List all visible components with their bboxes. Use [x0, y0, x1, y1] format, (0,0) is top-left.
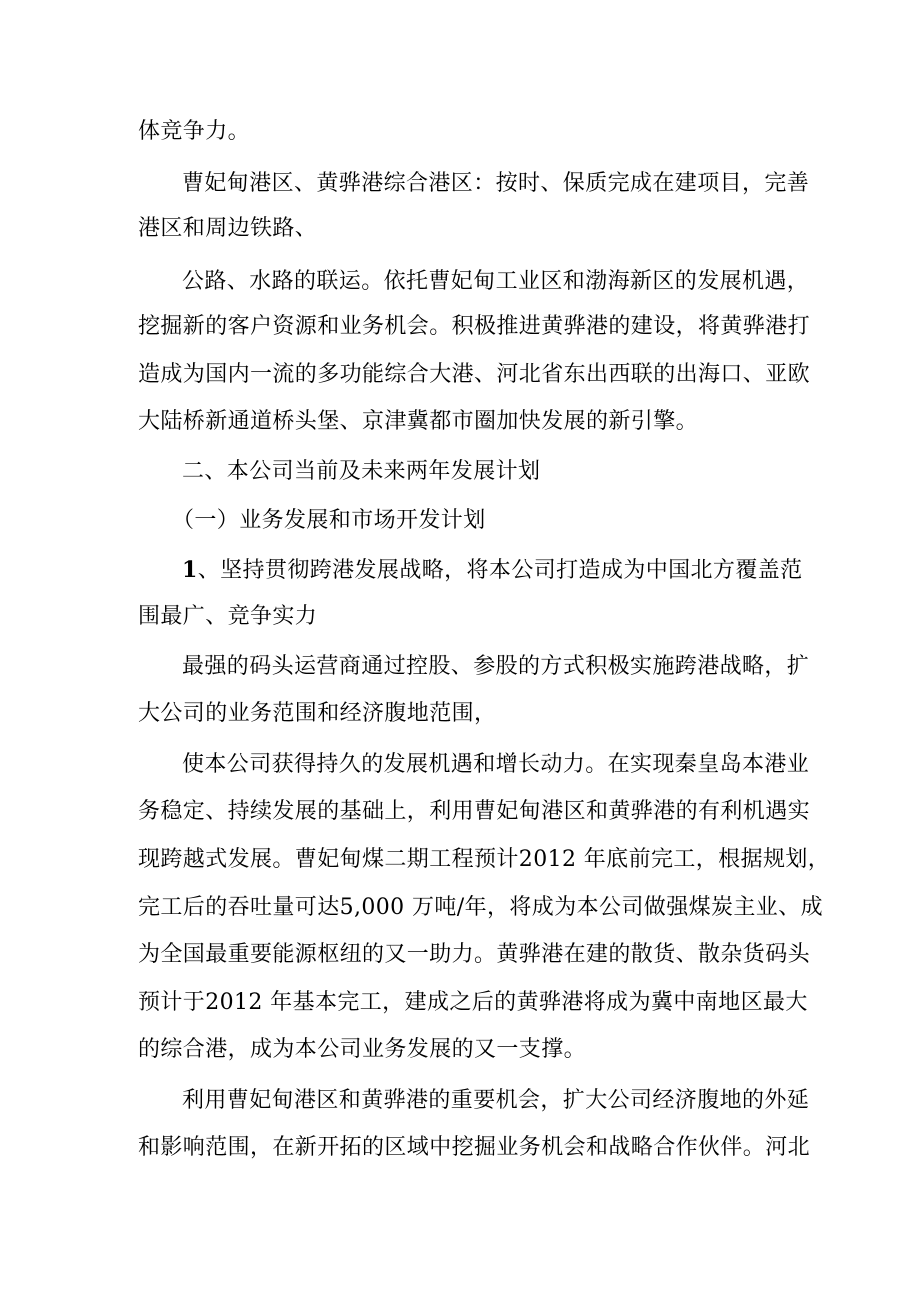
- text-line-23: 和影响范围，在新开拓的区域中挖掘业务机会和战略合作伙伴。河北: [138, 1135, 811, 1160]
- item-1-line-2: 围最广、竞争实力: [138, 604, 318, 629]
- text-line-4: 公路、水路的联运。依托曹妃甸工业区和渤海新区的发展机遇，: [182, 269, 810, 294]
- text-line-3: 港区和周边铁路、: [138, 216, 318, 241]
- text-line-6: 造成为国内一流的多功能综合大港、河北省东出西联的出海口、亚欧: [138, 362, 811, 387]
- text-line-5: 挖掘新的客户资源和业务机会。积极推进黄骅港的建设，将黄骅港打: [138, 314, 811, 339]
- item-1-text: 、坚持贯彻跨港发展战略，将本公司打造成为中国北方覆盖范: [197, 558, 803, 583]
- text-line-19: 为全国最重要能源枢纽的又一助力。黄骅港在建的散货、散杂货码头: [138, 942, 811, 967]
- text-line-13: 最强的码头运营商通过控股、参股的方式积极实施跨港战略，扩: [182, 654, 810, 679]
- text-line-20: 预计于2012 年基本完工，建成之后的黄骅港将成为冀中南地区最大: [138, 990, 808, 1015]
- text-line-14: 大公司的业务范围和经济腹地范围，: [138, 701, 497, 726]
- text-line-17: 现跨越式发展。曹妃甸煤二期工程预计2012 年底前完工，根据规划，: [138, 847, 831, 872]
- text-line-1: 体竞争力。: [138, 119, 251, 144]
- item-number: 1: [182, 557, 198, 583]
- text-line-2: 曹妃甸港区、黄骅港综合港区：按时、保质完成在建项目，完善: [182, 171, 810, 196]
- text-line-22: 利用曹妃甸港区和黄骅港的重要机会，扩大公司经济腹地的外延: [182, 1088, 810, 1113]
- text-line-7: 大陆桥新通道桥头堡、京津冀都市圈加快发展的新引擎。: [138, 409, 699, 434]
- subsection-heading: （一）业务发展和市场开发计划: [172, 508, 486, 533]
- item-1-line-1: [182, 555, 803, 586]
- section-heading: 二、本公司当前及未来两年发展计划: [182, 459, 541, 484]
- text-line-18: 完工后的吞吐量可达5,000 万吨/年，将成为本公司做强煤炭主业、成: [138, 895, 823, 920]
- text-line-21: 的综合港，成为本公司业务发展的又一支撑。: [138, 1037, 587, 1062]
- text-line-15: 使本公司获得持久的发展机遇和增长动力。在实现秦皇岛本港业: [182, 752, 810, 777]
- text-line-16: 务稳定、持续发展的基础上，利用曹妃甸港区和黄骅港的有利机遇实: [138, 799, 811, 824]
